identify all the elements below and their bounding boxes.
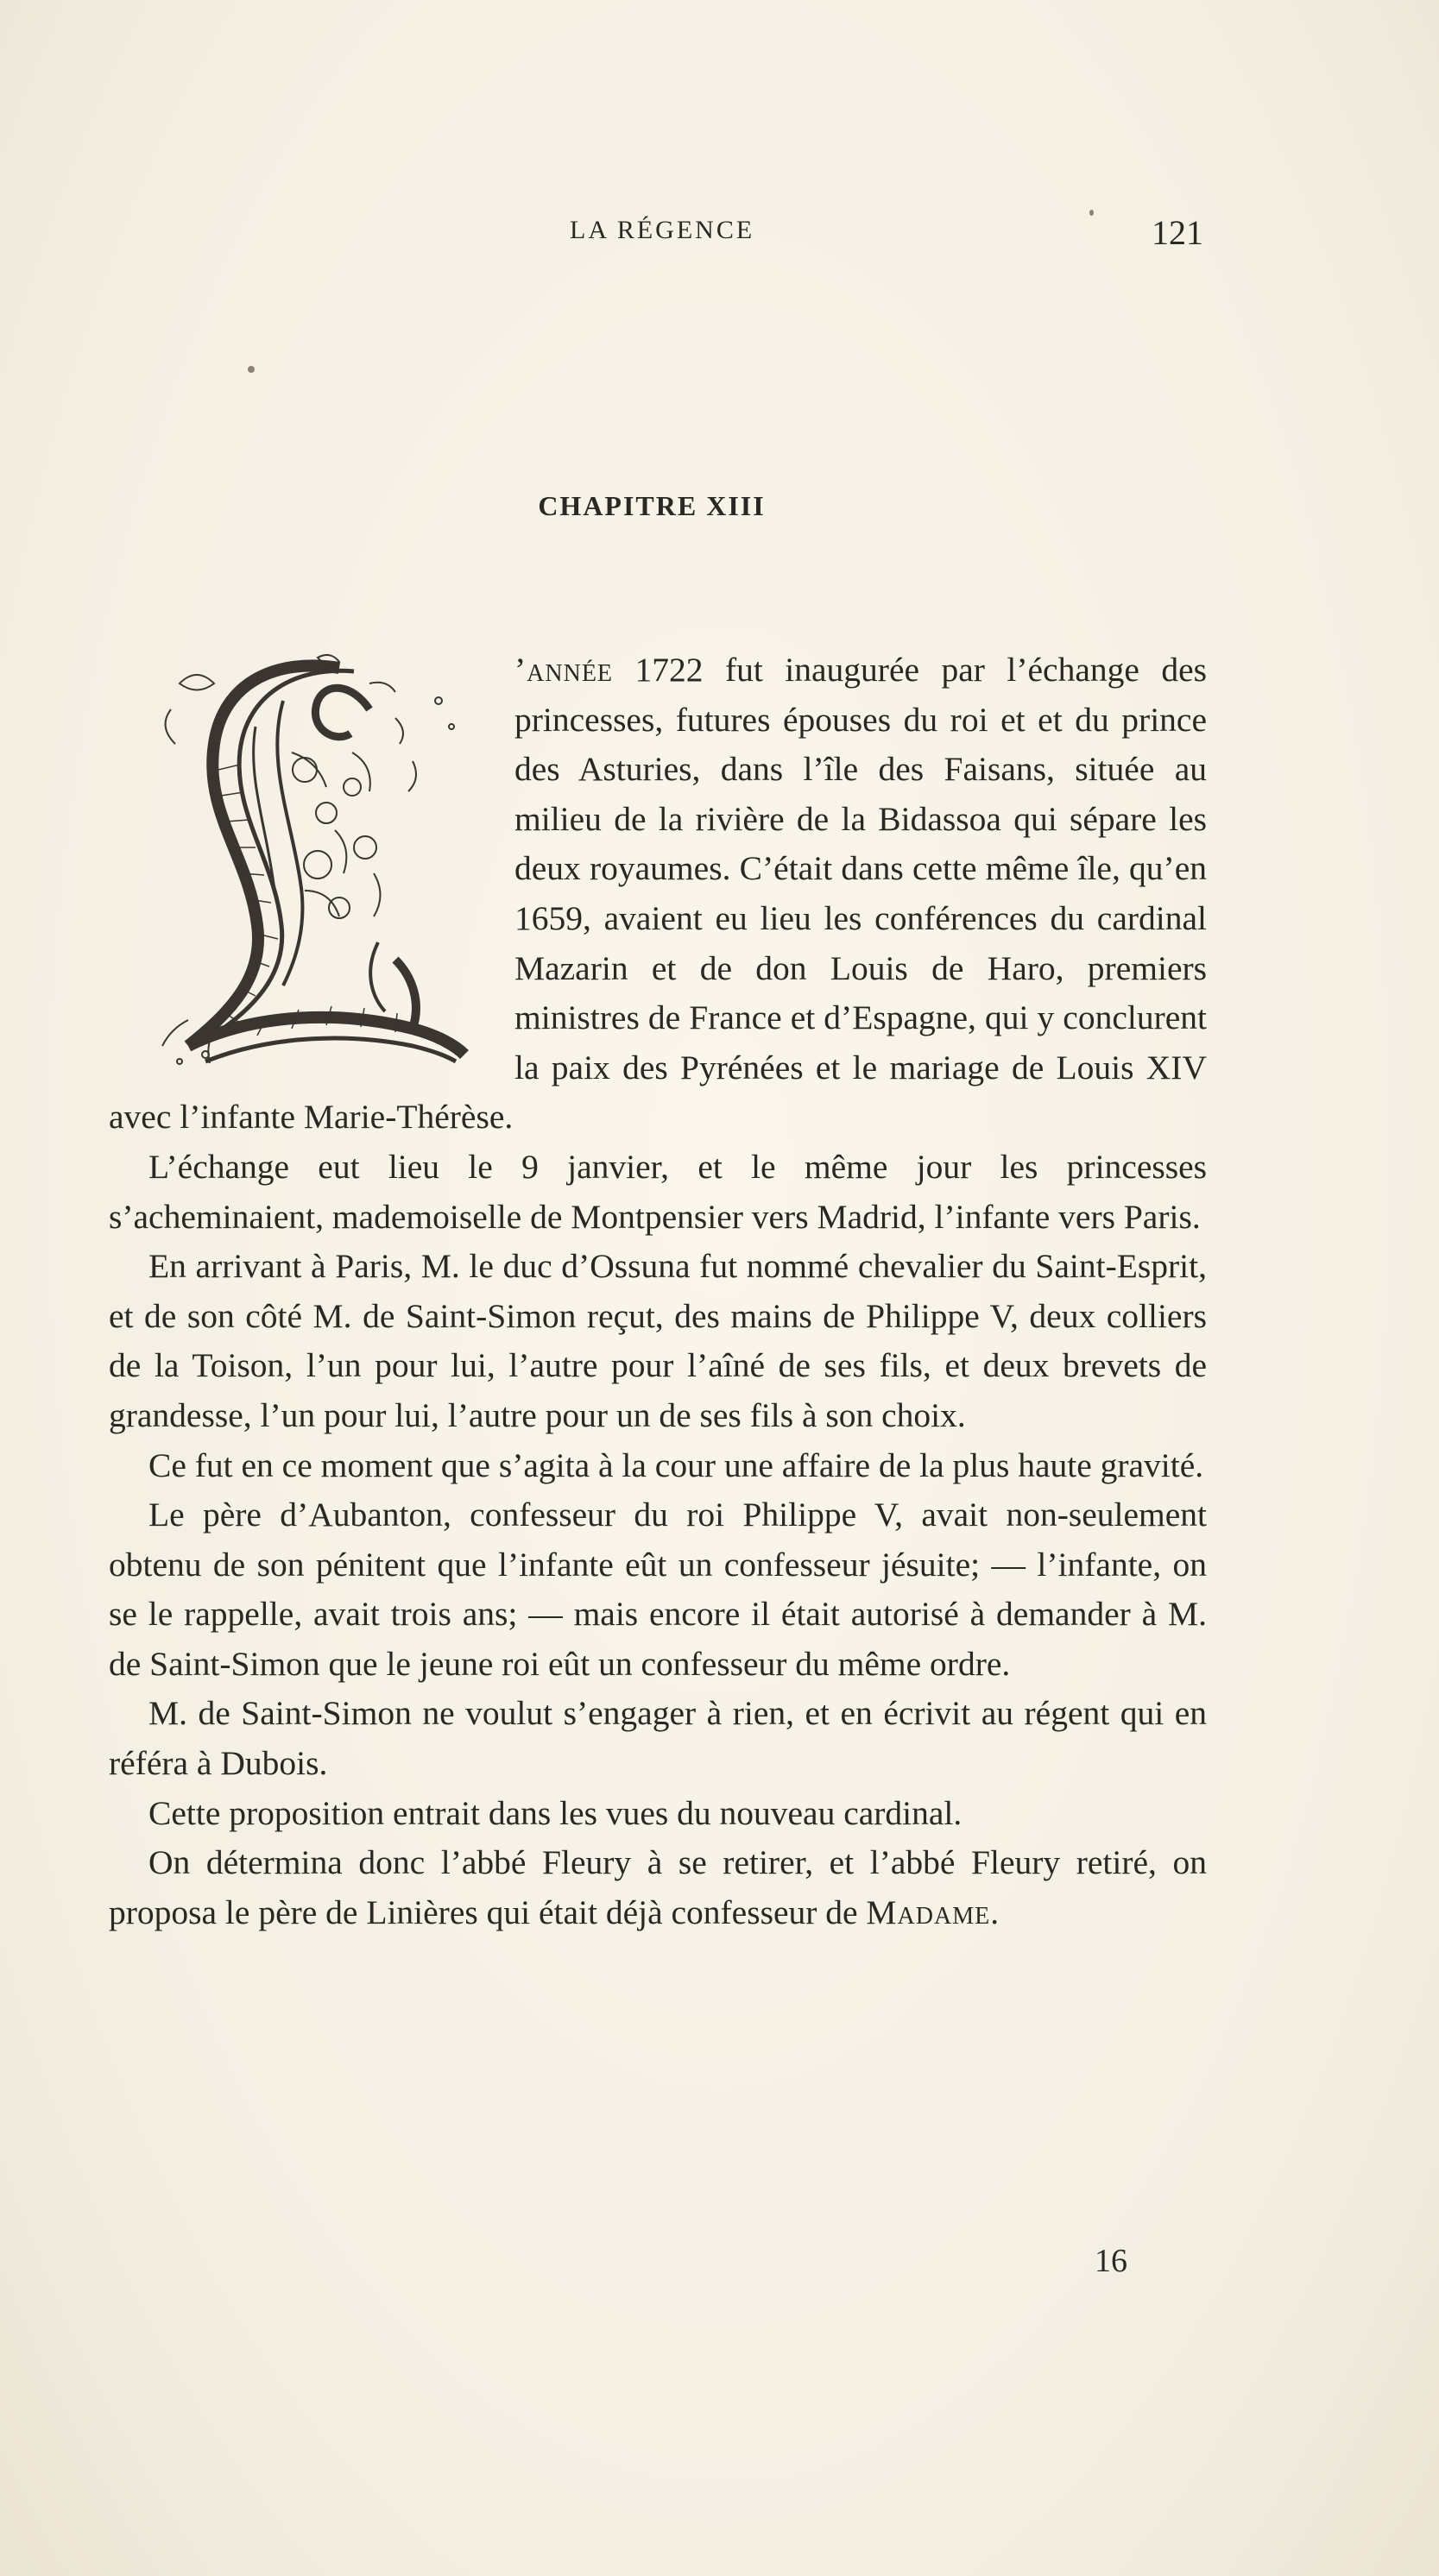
ink-speck [1089,210,1094,216]
paragraph: En arrivant à Paris, M. le duc d’Ossuna fut nommé chevalier du Saint-Esprit, et de son côté M. de Saint-Simon reçut, des mains de Philippe V, deux colliers de la Toison, l’un pour lui, l’autre pour l’aîné de ses fils, et deux brevets de grandesse, l’un pour lui, l’autre pour un de ses fils à son choix. [109,1247,1207,1434]
paragraph: L’échange eut lieu le 9 janvier, et le même jour les princesses s’acheminaient, mademoiselle de Montpensier vers Madrid, l’infante vers Paris. [109,1147,1207,1236]
paragraph: Le père d’Aubanton, confesseur du roi Philippe V, avait non-seulement obtenu de son pénitent que l’infante eût un confesseur jésuite; — l’infante, on se le rappelle, avait trois ans; — mais encore il était autorisé à demander à M. de Saint-Simon que le jeune roi eût un confesseur du même ordre. [109,1496,1207,1683]
paragraph-end: Madame. [866,1893,1000,1931]
paragraph [109,1838,1207,1937]
signature-mark: 16 [1095,2243,1127,2279]
ink-speck [248,366,255,373]
paragraph-lead: ’année [514,651,614,689]
paragraph: Cette proposition entrait dans les vues du nouveau cardinal. [148,1793,962,1832]
chapter-title: CHAPITRE XIII [538,490,766,521]
paragraph-text: On détermina donc l’abbé Fleury à se retirer, et l’abbé Fleury retiré, on proposa le père de Linières qui était déjà confesseur de [109,1843,1207,1931]
paragraph: M. de Saint-Simon ne voulut s’engager à rien, et en écrivit au régent qui en référa à Dubois. [109,1694,1207,1783]
paragraph-text: 1722 fut inaugurée par l’échange des princesses, futures épouses du roi et et du prince des Asturies, dans l’île des Faisans, située au milieu de la rivière de la Bidassoa qui sépare les deux royaumes. C’était dans cette même île, qu’en 1659, avaient eu lieu les conférences du cardinal Mazarin et de don Louis de Haro, premiers ministres de France et d’Espagne, qui y conclurent la paix des Pyrénées et le mariage de Louis XIV avec l’infante Marie-Thérèse. [109,651,1207,1137]
drop-cap-spacer [109,646,514,1090]
running-head: LA RÉGENCE [570,216,755,244]
body-text [109,646,1207,1937]
page-number: 121 [1152,213,1203,252]
paragraph: Ce fut en ce moment que s’agita à la cour une affaire de la plus haute gravité. [148,1445,1204,1484]
